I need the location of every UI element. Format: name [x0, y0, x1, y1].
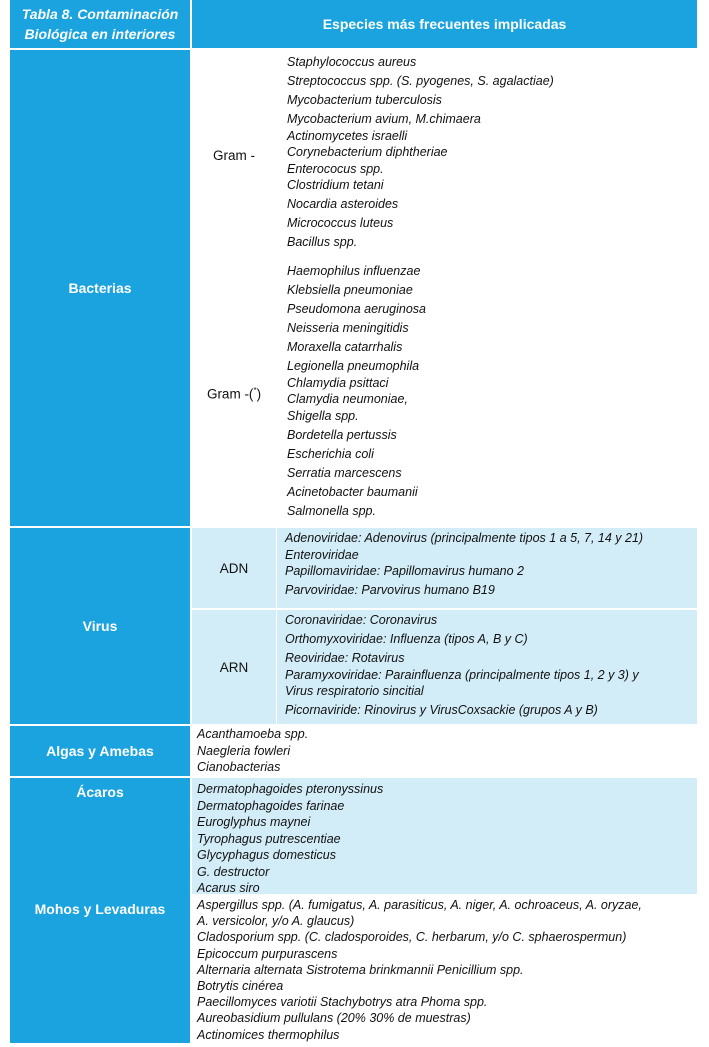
species-item: Neisseria meningitidis	[287, 321, 409, 335]
species-item: Euroglyphus maynei	[197, 815, 311, 829]
species-item: Legionella pneumophila	[287, 359, 420, 373]
species-item: Chlamydia psittaci	[287, 375, 389, 390]
species-item: Bacillus spp.	[287, 235, 358, 249]
species-item: Streptococcus spp. (S. pyogenes, S. agalactiae)	[287, 74, 554, 88]
species-item: Epicoccum purpurascens	[197, 946, 338, 961]
species-item: Shigella spp.	[287, 408, 359, 423]
species-item: Nocardia asteroides	[287, 197, 399, 211]
species-list-mohos	[192, 895, 697, 1043]
species-item: Aspergillus spp. (A. fumigatus, A. parasiticus, A. niger, A. ochroaceus, A. oryzae,	[197, 898, 642, 912]
subcategory-gram-neg	[192, 261, 276, 526]
species-item: Orthomyxoviridae: Influenza (tipos A, B y C)	[285, 632, 528, 646]
subcategory-adn-label: ADN	[219, 560, 249, 576]
species-item: Enteroviridae	[285, 547, 359, 562]
species-item: A. versicolor, y/o A. glaucus)	[197, 914, 355, 929]
table-title-line2: Biológica en interiores	[24, 26, 176, 42]
species-item: Serratia marcescens	[287, 465, 402, 480]
species-item: Paramyxoviridae: Parainfluenza (principalmente tipos 1, 2 y 3) y	[285, 667, 639, 682]
species-list-algas	[192, 726, 697, 776]
species-item: Bordetella pertussis	[287, 427, 397, 442]
category-virus	[10, 528, 190, 724]
species-item: Papillomaviridae: Papillomavirus humano 2	[285, 564, 525, 578]
species-item: Adenoviridae: Adenovirus (principalmente tipos 1 a 5, 7, 14 y 21)	[285, 531, 644, 545]
species-item: Cianobacterias	[197, 760, 281, 774]
species-item: Parvoviridae: Parvovirus humano B19	[285, 583, 495, 597]
species-item: Escherichia coli	[287, 446, 374, 461]
table-title-line1: Tabla 8. Contaminación	[21, 6, 179, 22]
species-list-gram-pos	[276, 54, 697, 260]
subcategory-adn	[192, 528, 276, 608]
species-item: Mycobacterium tuberculosis	[287, 93, 442, 107]
species-item: Clamydia neumoniae,	[287, 392, 408, 406]
species-item: Dermatophagoides farinae	[197, 798, 345, 813]
species-item: Mycobacterium avium, M.chimaera	[287, 112, 481, 126]
species-item: Staphylococcus aureus	[287, 55, 417, 69]
species-list-acaros	[192, 778, 697, 894]
species-item: Glycyphagus domesticus	[197, 848, 336, 862]
category-mohos-label: Mohos y Levaduras	[34, 901, 166, 917]
subcategory-arn-label: ARN	[219, 659, 249, 675]
species-item: Moraxella catarrhalis	[287, 340, 403, 354]
column-header	[192, 0, 697, 48]
category-algas	[10, 726, 190, 776]
category-virus-label: Virus	[82, 618, 118, 634]
category-algas-label: Algas y Amebas	[46, 743, 154, 759]
species-item: Naegleria fowleri	[197, 743, 291, 758]
species-item: Coronaviridae: Coronavirus	[285, 613, 438, 627]
species-list-arn	[277, 610, 697, 724]
species-item: Micrococcus luteus	[287, 216, 394, 230]
category-acaros	[10, 780, 190, 804]
subcategory-gram-pos-label: Gram -	[213, 148, 255, 163]
species-item: Corynebacterium diphtheriae	[287, 145, 448, 159]
species-item: Pseudomona aeruginosa	[287, 302, 426, 316]
species-item: Klebsiella pneumoniae	[287, 283, 413, 297]
species-item: G. destructor	[197, 864, 270, 879]
category-acaros-label: Ácaros	[76, 784, 124, 800]
species-item: Acarus siro	[197, 881, 260, 895]
species-item: Paecillomyces variotii Stachybotrys atra Phoma spp.	[197, 995, 488, 1010]
subcategory-gram-neg-label: Gram -(*)	[206, 385, 262, 402]
species-item: Enterococus spp.	[287, 161, 384, 176]
species-item: Alternaria alternata Sistrotema brinkmannii Penicillium spp.	[197, 962, 524, 977]
species-item: Reoviridae: Rotavirus	[285, 651, 405, 665]
species-item: Tyrophagus putrescentiae	[197, 831, 341, 846]
table-title	[10, 0, 190, 48]
species-item: Haemophilus influenzae	[287, 264, 421, 278]
species-item: Picornaviride: Rinovirus y VirusCoxsackie (grupos A y B)	[285, 703, 598, 717]
species-item: Aureobasidium pullulans (20% 30% de muestras)	[197, 1011, 471, 1026]
species-item: Cladosporium spp. (C. cladosporoides, C. herbarum, y/o C. sphaerospermun)	[197, 930, 627, 945]
category-bacterias	[10, 50, 190, 526]
species-list-adn	[277, 528, 697, 608]
subcategory-gram-pos	[192, 50, 276, 261]
species-item: Actinomycetes israelli	[287, 128, 408, 143]
species-item: Salmonella spp.	[287, 503, 376, 518]
category-acaros-mohos-column	[10, 778, 190, 1043]
column-header-label: Especies más frecuentes implicadas	[322, 16, 567, 32]
category-mohos	[10, 896, 190, 922]
species-item: Acanthamoeba spp.	[197, 727, 309, 741]
species-item: Clostridium tetani	[287, 178, 384, 192]
category-bacterias-label: Bacterias	[68, 280, 132, 296]
species-item: Actinomices thermophilus	[197, 1027, 340, 1042]
subcategory-arn	[192, 610, 276, 724]
species-list-gram-neg	[276, 263, 697, 525]
species-item: Acinetobacter baumanii	[287, 484, 418, 499]
species-item: Dermatophagoides pteronyssinus	[197, 782, 384, 796]
species-item: Virus respiratorio sincitial	[285, 684, 424, 698]
species-item: Botrytis cinérea	[197, 979, 284, 994]
